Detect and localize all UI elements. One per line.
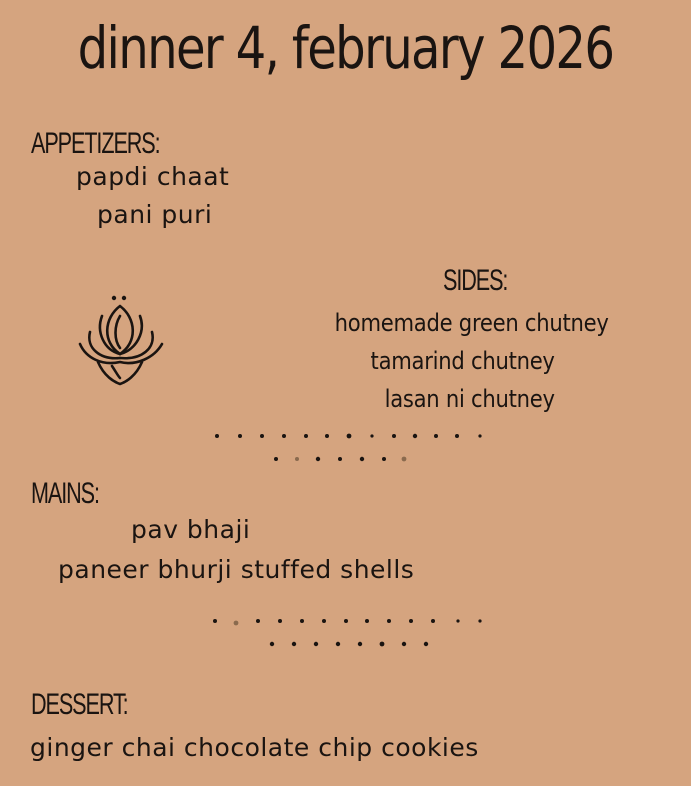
- main-item: pav bhaji: [131, 515, 251, 544]
- side-item: homemade green chutney: [334, 309, 609, 337]
- appetizer-item: papdi chaat: [76, 162, 230, 191]
- sides-heading: SIDES:: [443, 264, 508, 297]
- dessert-item: ginger chai chocolate chip cookies: [30, 733, 479, 762]
- mains-heading: MAINS:: [31, 477, 99, 510]
- main-item: paneer bhurji stuffed shells: [58, 555, 415, 584]
- side-item: tamarind chutney: [370, 347, 555, 375]
- menu-title: dinner 4, february 2026: [77, 14, 614, 82]
- dessert-heading: DESSERT:: [31, 688, 128, 721]
- lotus-icon: [74, 292, 168, 388]
- side-item: lasan ni chutney: [384, 385, 555, 413]
- dot-separator: [210, 428, 490, 468]
- dot-separator: [210, 613, 490, 653]
- appetizer-item: pani puri: [97, 200, 213, 229]
- appetizers-heading: APPETIZERS:: [31, 127, 160, 160]
